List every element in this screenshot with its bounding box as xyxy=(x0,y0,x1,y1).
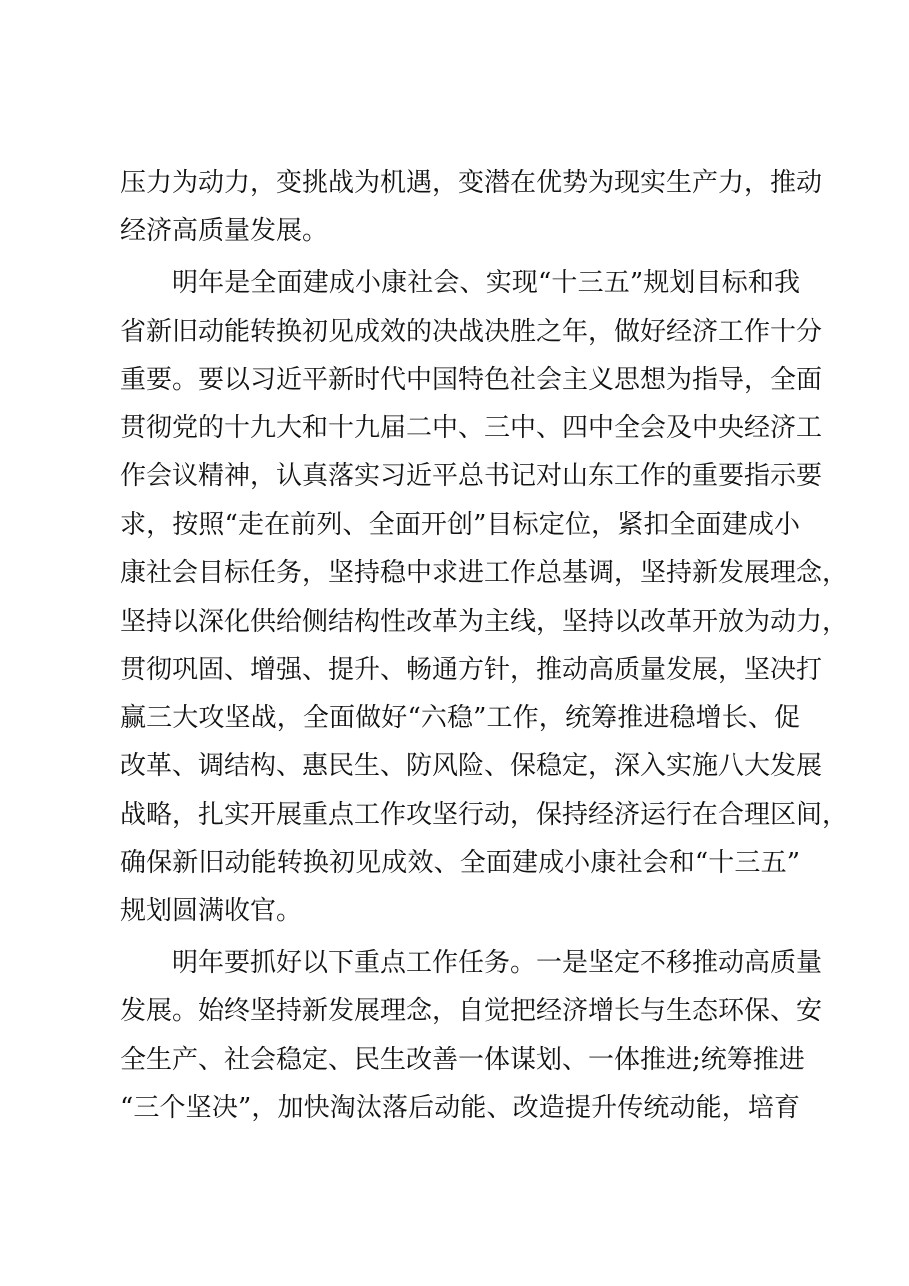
paragraph-1-line-2: 经济高质量发展。 xyxy=(120,216,329,246)
paragraph-2-line-6: 求，按照“走在前列、全面开创”目标定位，紧扣全面建成小 xyxy=(120,510,800,540)
paragraph-2-line-1: 明年是全面建成小康社会、实现“十三五”规划目标和我 xyxy=(172,268,800,298)
paragraph-1-line-1: 压力为动力，变挑战为机遇，变潜在优势为现实生产力，推动 xyxy=(120,168,823,198)
paragraph-2-line-14: 规划圆满收官。 xyxy=(120,896,303,926)
paragraph-2-line-11: 改革、调结构、惠民生、防风险、保稳定，深入实施八大发展 xyxy=(120,751,823,781)
paragraph-2-line-13: 确保新旧动能转换初见成效、全面建成小康社会和“十三五” xyxy=(120,848,800,878)
paragraph-2-line-8: 坚持以深化供给侧结构性改革为主线，坚持以改革开放为动力， xyxy=(120,607,849,637)
paragraph-2-line-5: 作会议精神，认真落实习近平总书记对山东工作的重要指示要 xyxy=(120,461,823,491)
paragraph-2-line-4: 贯彻党的十九大和十九届二中、三中、四中全会及中央经济工 xyxy=(120,413,823,443)
paragraph-2-line-3: 重要。要以习近平新时代中国特色社会主义思想为指导，全面 xyxy=(120,365,823,395)
paragraph-3-line-1: 明年要抓好以下重点工作任务。一是坚定不移推动高质量 xyxy=(172,948,823,978)
paragraph-2-line-10: 赢三大攻坚战，全面做好“六稳”工作，统筹推进稳增长、促 xyxy=(120,703,800,733)
paragraph-2-line-7: 康社会目标任务，坚持稳中求进工作总基调，坚持新发展理念， xyxy=(120,558,849,588)
paragraph-3-line-2: 发展。始终坚持新发展理念，自觉把经济增长与生态环保、安 xyxy=(120,996,823,1026)
paragraph-2-line-9: 贯彻巩固、增强、提升、畅通方针，推动高质量发展，坚决打 xyxy=(120,655,823,685)
paragraph-2-line-12: 战略，扎实开展重点工作攻坚行动，保持经济运行在合理区间， xyxy=(120,800,849,830)
paragraph-3-line-4: “三个坚决”，加快淘汰落后动能、改造提升传统动能，培育 xyxy=(120,1093,800,1123)
paragraph-3-line-3: 全生产、社会稳定、民生改善一体谋划、一体推进;统筹推进 xyxy=(120,1045,805,1075)
paragraph-2-line-2: 省新旧动能转换初见成效的决战决胜之年，做好经济工作十分 xyxy=(120,317,823,347)
